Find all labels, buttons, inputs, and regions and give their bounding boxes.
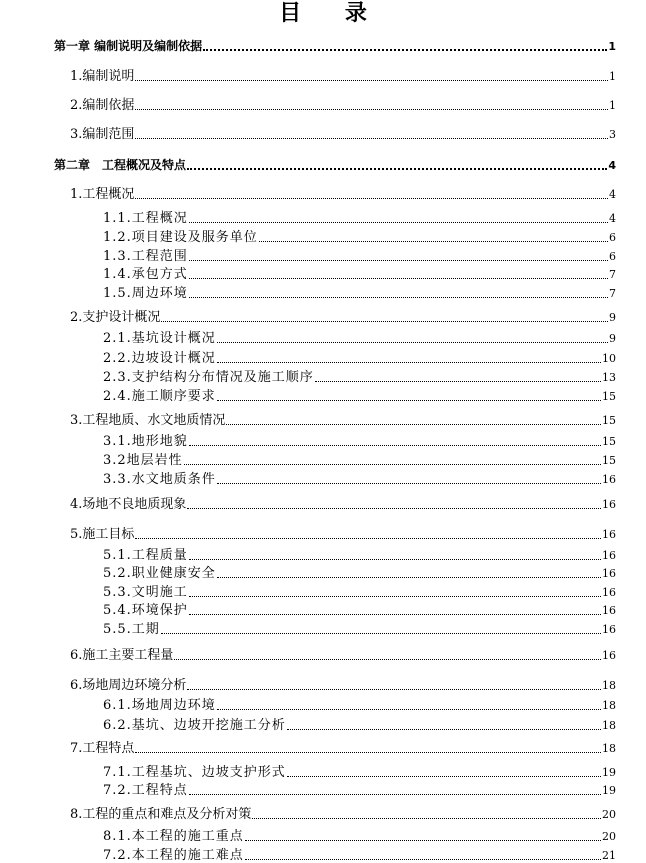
toc-entry-label: 3.编制范围 — [70, 127, 135, 142]
toc-entry-label: 2.2.边坡设计概况 — [103, 351, 216, 366]
toc-entry-label: 1.2.项目建设及服务单位 — [103, 230, 258, 245]
toc-entry-label: 5.4.环境保护 — [103, 603, 188, 618]
toc-entry-sub[interactable] — [103, 328, 616, 346]
toc-entry-chapter[interactable] — [54, 155, 616, 173]
toc-entry-page-number: 1 — [609, 99, 616, 112]
toc-entry-page-number: 9 — [609, 332, 616, 345]
toc-entry-sub[interactable] — [103, 762, 616, 780]
toc-entry-label: 4.场地不良地质现象 — [70, 497, 187, 512]
toc-entry-label: 7.1.工程基坑、边坡支护形式 — [103, 765, 286, 780]
toc-entry-label: 6.2.基坑、边坡开挖施工分析 — [103, 718, 286, 733]
toc-entry-sub[interactable] — [103, 348, 616, 366]
dot-leader — [174, 659, 601, 660]
toc-entry-label: 5.5.工期 — [103, 622, 160, 637]
dot-leader — [184, 464, 601, 465]
toc-entry-label: 8.工程的重点和难点及分析对策 — [70, 807, 252, 822]
toc-entry-page-number: 10 — [602, 352, 616, 365]
toc-entry-label: 1.3.工程范围 — [103, 249, 188, 264]
toc-entry-page-number: 16 — [602, 586, 616, 599]
toc-entry-label: 8.1.本工程的施工重点 — [103, 829, 244, 844]
toc-entry-label: 2.支护设计概况 — [70, 310, 161, 325]
toc-entry-section[interactable] — [70, 804, 616, 822]
dot-leader — [217, 709, 601, 710]
toc-entry-page-number: 15 — [602, 414, 616, 427]
toc-entry-label: 1.1.工程概况 — [103, 211, 188, 226]
toc-entry-section[interactable] — [70, 524, 616, 542]
toc-entry-label: 6.场地周边环境分析 — [70, 678, 187, 693]
toc-entry-section[interactable] — [70, 645, 616, 663]
dot-leader — [287, 729, 601, 730]
toc-entry-page-number: 20 — [602, 830, 616, 843]
toc-entry-page-number: 18 — [602, 679, 616, 692]
toc-entry-page-number: 16 — [602, 549, 616, 562]
dot-leader — [245, 859, 601, 860]
toc-entry-sub[interactable] — [103, 246, 616, 264]
dot-leader — [189, 260, 608, 261]
toc-entry-label: 3.2地层岩性 — [103, 453, 183, 468]
toc-entry-label: 第一章 编制说明及编制依据 — [54, 39, 203, 53]
toc-entry-label: 3.1.地形地貌 — [103, 434, 188, 449]
toc-entry-page-number: 3 — [609, 128, 616, 141]
toc-entry-page-number: 15 — [602, 435, 616, 448]
dot-leader — [287, 776, 601, 777]
dot-leader — [187, 689, 601, 690]
toc-entry-label: 6.施工主要工程量 — [70, 648, 174, 663]
toc-entry-sub[interactable] — [103, 283, 616, 301]
toc-entry-sub[interactable] — [103, 227, 616, 245]
toc-entry-label: 1.4.承包方式 — [103, 267, 188, 282]
toc-entry-page-number: 20 — [602, 808, 616, 821]
toc-entry-page-number: 16 — [602, 649, 616, 662]
dot-leader — [217, 362, 601, 363]
toc-entry-label: 5.2.职业健康安全 — [103, 566, 216, 581]
toc-entry-page-number: 6 — [609, 250, 616, 263]
dot-leader — [252, 818, 601, 819]
toc-entry-sub[interactable] — [103, 563, 616, 581]
toc-entry-sub[interactable] — [103, 780, 616, 798]
toc-entry-page-number: 1 — [609, 70, 616, 83]
toc-entry-page-number: 13 — [602, 371, 616, 384]
toc-entry-page-number: 9 — [609, 311, 616, 324]
toc-entry-section[interactable] — [70, 124, 616, 142]
dot-leader — [259, 241, 608, 242]
toc-entry-label: 5.施工目标 — [70, 527, 135, 542]
toc-entry-page-number: 18 — [602, 719, 616, 732]
toc-entry-label: 7.2.本工程的施工难点 — [103, 848, 244, 863]
toc-entry-sub[interactable] — [103, 264, 616, 282]
toc-entry-page-number: 4 — [608, 159, 616, 172]
toc-entry-page-number: 18 — [602, 742, 616, 755]
document-title: 目 录 — [279, 0, 385, 26]
toc-entry-label: 1.工程概况 — [70, 187, 135, 202]
toc-entry-page-number: 15 — [602, 390, 616, 403]
toc-entry-sub[interactable] — [103, 826, 616, 844]
toc-entry-label: 3.3.水文地质条件 — [103, 472, 216, 487]
toc-entry-sub[interactable] — [103, 619, 616, 637]
toc-entry-label: 7.2.工程特点 — [103, 783, 188, 798]
toc-entry-section[interactable] — [70, 95, 616, 113]
toc-entry-page-number: 16 — [602, 473, 616, 486]
toc-entry-sub[interactable] — [103, 386, 616, 404]
toc-entry-page-number: 4 — [609, 188, 616, 201]
toc-entry-sub[interactable] — [103, 208, 616, 226]
toc-entry-page-number: 16 — [602, 623, 616, 636]
toc-entry-sub[interactable] — [103, 367, 616, 385]
toc-entry-page-number: 7 — [609, 268, 616, 281]
toc-entry-label: 5.3.文明施工 — [103, 585, 188, 600]
dot-leader — [187, 168, 607, 170]
toc-entry-section[interactable] — [70, 675, 616, 693]
toc-entry-page-number: 1 — [608, 40, 616, 53]
dot-leader — [189, 596, 601, 597]
toc-entry-section[interactable] — [70, 410, 616, 428]
toc-entry-label: 2.1.基坑设计概况 — [103, 331, 216, 346]
toc-entry-section[interactable] — [70, 494, 616, 512]
dot-leader — [189, 222, 608, 223]
toc-entry-sub[interactable] — [103, 845, 616, 863]
toc-entry-sub[interactable] — [103, 450, 616, 468]
toc-entry-page-number: 18 — [602, 699, 616, 712]
dot-leader — [135, 198, 608, 199]
toc-entry-label: 2.4.施工顺序要求 — [103, 389, 216, 404]
toc-entry-page-number: 16 — [602, 604, 616, 617]
toc-entry-page-number: 16 — [602, 528, 616, 541]
toc-entry-section[interactable] — [70, 66, 616, 84]
toc-entry-label: 1.5.周边环境 — [103, 286, 188, 301]
dot-leader — [217, 483, 601, 484]
toc-entry-label: 3.工程地质、水文地质情况 — [70, 413, 226, 428]
toc-entry-page-number: 7 — [609, 287, 616, 300]
toc-entry-sub[interactable] — [103, 715, 616, 733]
toc-entry-label: 2.3.支护结构分布情况及施工顺序 — [103, 370, 314, 385]
dot-leader — [189, 445, 601, 446]
toc-entry-page-number: 19 — [602, 784, 616, 797]
dot-leader — [189, 614, 601, 615]
dot-leader — [217, 400, 601, 401]
toc-entry-label: 1.编制说明 — [70, 69, 135, 84]
toc-entry-sub[interactable] — [103, 469, 616, 487]
toc-entry-page-number: 16 — [602, 498, 616, 511]
toc-entry-page-number: 19 — [602, 766, 616, 779]
dot-leader — [135, 752, 601, 753]
dot-leader — [135, 538, 601, 539]
toc-entry-page-number: 21 — [602, 849, 616, 862]
toc-entry-page-number: 15 — [602, 454, 616, 467]
toc-entry-page-number: 6 — [609, 231, 616, 244]
dot-leader — [135, 109, 608, 110]
toc-entry-label: 7.工程特点 — [70, 741, 135, 756]
dot-leader — [161, 633, 601, 634]
dot-leader — [135, 138, 608, 139]
dot-leader — [161, 321, 608, 322]
toc-entry-page-number: 16 — [602, 567, 616, 580]
toc-entry-label: 6.1.场地周边环境 — [103, 698, 216, 713]
toc-entry-label: 第二章 工程概况及特点 — [54, 158, 187, 172]
toc-entry-label: 2.编制依据 — [70, 98, 135, 113]
dot-leader — [189, 297, 608, 298]
toc-entry-sub[interactable] — [103, 600, 616, 618]
dot-leader — [217, 577, 601, 578]
toc-entry-sub[interactable] — [103, 695, 616, 713]
toc-entry-label: 5.1.工程质量 — [103, 548, 188, 563]
dot-leader — [226, 424, 601, 425]
toc-entry-page-number: 4 — [609, 212, 616, 225]
toc-entry-sub[interactable] — [103, 582, 616, 600]
toc-entry-sub[interactable] — [103, 545, 616, 563]
dot-leader — [217, 342, 608, 343]
toc-entry-section[interactable] — [70, 738, 616, 756]
dot-leader — [203, 49, 607, 51]
toc-entry-sub[interactable] — [103, 431, 616, 449]
dot-leader — [315, 381, 601, 382]
dot-leader — [135, 80, 608, 81]
dot-leader — [189, 794, 601, 795]
dot-leader — [245, 840, 601, 841]
toc-entry-section[interactable] — [70, 184, 616, 202]
toc-entry-chapter[interactable] — [54, 36, 616, 54]
dot-leader — [187, 508, 601, 509]
toc-entry-section[interactable] — [70, 307, 616, 325]
dot-leader — [189, 559, 601, 560]
dot-leader — [189, 278, 608, 279]
